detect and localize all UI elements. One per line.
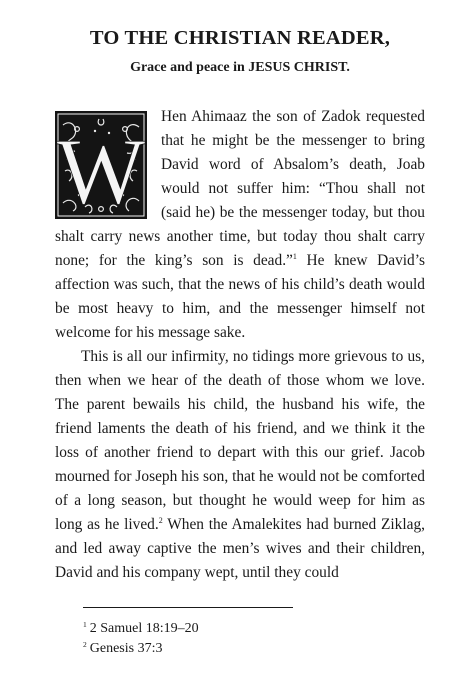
paragraph-2-text: This is all our infirmity, no tidings more grievous to us, then when we hear of the death of those whom we love. The parent bewails his child, the husband his wife, the friend laments the death of his friend, and we think it the loss of another friend to depart with this our grief. Jacob mourned for Joseph his son, that he would not be comforted of a long season, but thought he would weep for him as long as he lived. <box>55 348 425 533</box>
footnote-text: Genesis 37:3 <box>89 641 163 656</box>
paragraph-2-text-cont: When the Amalekites had burned Ziklag, and led away captive the men’s wives and their children, David and his company wept, until they could <box>55 516 425 581</box>
footnote-ref-1[interactable]: 1 <box>292 252 297 261</box>
page-subtitle: Grace and peace in JESUS CHRIST. <box>130 60 350 75</box>
paragraph-2 <box>55 345 425 585</box>
page-title: TO THE CHRISTIAN READER, <box>89 27 391 49</box>
footnote-divider <box>83 607 293 608</box>
footnote-number: 2 <box>83 640 87 649</box>
paragraph-1 <box>55 105 425 345</box>
page <box>55 0 425 700</box>
ornamental-initial-w-icon <box>55 111 147 219</box>
footnotes <box>83 619 413 659</box>
paragraph-1-text: Hen Ahimaaz the son of Zadok requested that he might be the messenger to bring David word of Absalom’s death, Joab would not suffer him: “Thou shall not (said he) be the messenger today, but thou shalt carry news another time, but today thou shalt carry none; for the king’s son is dead.” <box>55 108 425 269</box>
footnote-number: 1 <box>83 620 87 629</box>
footnote-text: 2 Samuel 18:19–20 <box>89 621 199 636</box>
footnote-2 <box>83 639 413 659</box>
svg-text:W: W <box>56 120 146 219</box>
footnote-ref-2[interactable]: 2 <box>158 516 163 525</box>
body-text <box>55 105 425 585</box>
footnote-1 <box>83 619 413 639</box>
paragraph-1-text-cont: He knew David’s affection was such, that the news of his child’s death would be most heavy to him, and the messenger himself not welcome for his message sake. <box>55 252 425 341</box>
